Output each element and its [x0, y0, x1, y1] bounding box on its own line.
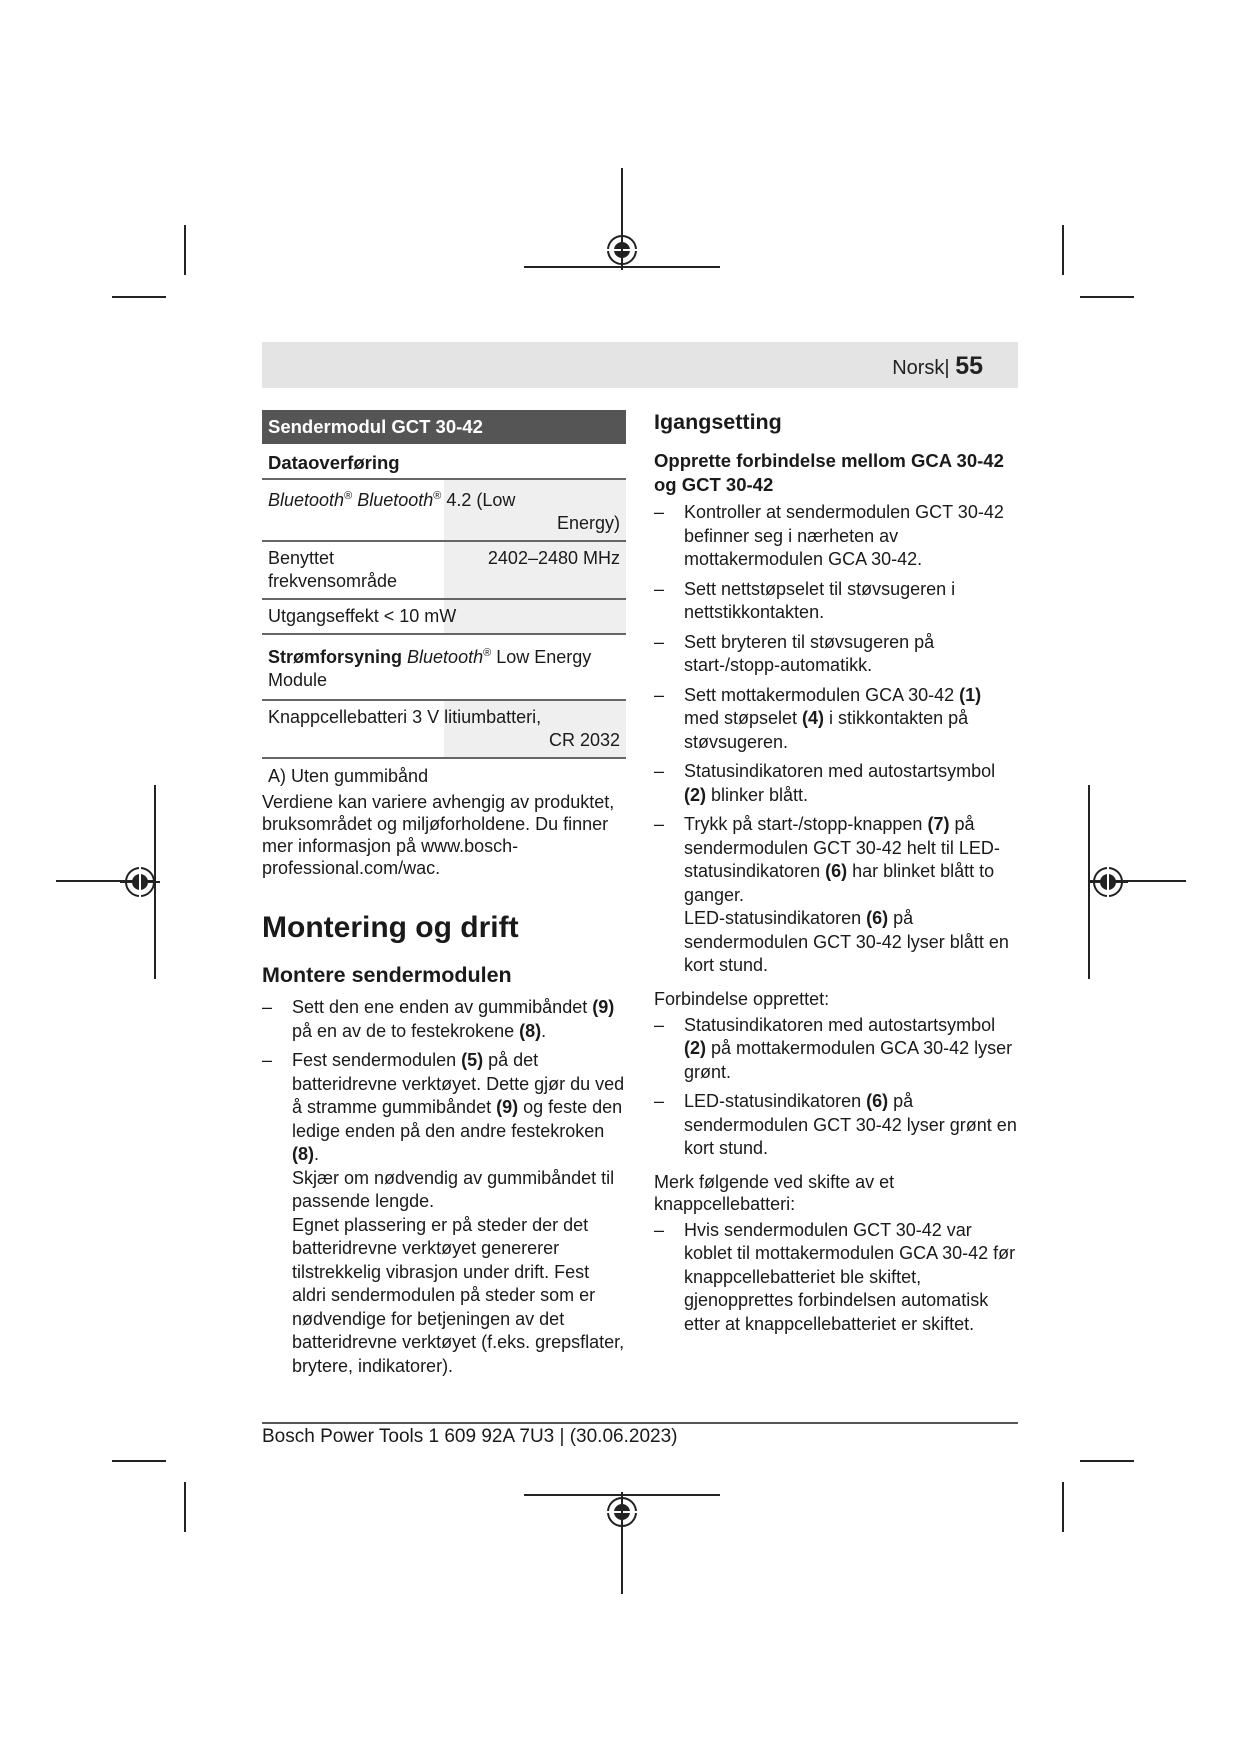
section-heading: Montering og drift — [262, 911, 519, 944]
list-item: – Sett nettstøpselet til støvsugeren i nettstikkontakten. — [654, 578, 1018, 625]
list-item: – Sett den ene enden av gummibåndet (9) på en av de to festekrokene (8). — [262, 996, 626, 1043]
crop-mark — [184, 225, 186, 275]
subsection-heading: Montere sendermodulen — [262, 963, 512, 987]
table-title: Sendermodul GCT 30-42 — [262, 410, 626, 444]
list-item: – LED-statusindikatoren (6) på sendermodulen GCT 30-42 lyser grønt en kort stund. — [654, 1090, 1018, 1161]
intro-paragraph: Verdiene kan variere avhengig av produktet, bruksområdet og miljøforholdene. Du finner mer informasjon på www.bosch-professional.com/wac. — [262, 792, 615, 878]
note-paragraph: Merk følgende ved skifte av et knappcellebatteri: — [654, 1171, 895, 1214]
registration-mark-icon — [1088, 862, 1128, 902]
list-item: – Statusindikatoren med autostartsymbol (2) på mottakermodulen GCA 30-42 lyser grønt. — [654, 1014, 1018, 1085]
list-item: – Hvis sendermodulen GCT 30-42 var koblet til mottakermodulen GCA 30-42 før knappcellebatteriet ble skiftet, gjenopprettes forbindelsen automatisk etter at knappcellebatteriet er skiftet. — [654, 1219, 1018, 1337]
list-item: – Sett mottakermodulen GCA 30-42 (1) med støpselet (4) i stikkontakten på støvsugeren. — [654, 684, 1018, 755]
list-item: – Statusindikatoren med autostartsymbol (2) blinker blått. — [654, 760, 1018, 807]
header-separator: | — [944, 357, 950, 379]
page-header — [892, 352, 983, 381]
note-list — [654, 1219, 1018, 1337]
section-heading: Igangsetting — [654, 410, 782, 434]
table-row: Bluetooth® Bluetooth® 4.2 (Low Energy) — [262, 480, 626, 542]
list-item: – Kontroller at sendermodulen GCT 30-42 befinner seg i nærheten av mottakermodulen GCA 30-42. — [654, 501, 1018, 572]
table-row: Knappcellebatteri 3 V litiumbatteri, CR 2032 — [262, 701, 626, 759]
table-row — [262, 542, 626, 600]
status-paragraph: Forbindelse opprettet: — [654, 988, 830, 1009]
list-item: – Trykk på start-/stopp-knappen (7) på sendermodulen GCT 30-42 helt til LED-statusindikatoren (6) har blinket blått to ganger. LED-statusindikatoren (6) på sendermodulen GCT 30-42 lyser blått en kort stund. — [654, 813, 1018, 978]
instruction-list — [654, 501, 1018, 978]
status-list — [654, 1014, 1018, 1161]
subsection-heading: Opprette forbindelse mellom GCA 30-42 og GCT 30-42 — [654, 450, 1004, 495]
right-column — [654, 410, 1018, 1342]
list-item: – Sett bryteren til støvsugeren på start-/stopp-automatikk. — [654, 631, 1018, 678]
crop-mark — [112, 1460, 166, 1462]
crop-mark — [1080, 296, 1134, 298]
crop-mark — [184, 1482, 186, 1532]
registration-mark-icon — [602, 230, 642, 270]
table-row — [262, 600, 626, 635]
crop-mark — [1062, 225, 1064, 275]
list-item: – Fest sendermodulen (5) på det batteridrevne verktøyet. Dette gjør du ved å stramme gummibåndet (9) og feste den ledige enden på den andre festekroken (8). Skjær om nødvendig av gummibåndet til passende lengde. Egnet plassering er på steder der det batteridrevne verktøyet genererer tilstrekkelig vibrasjon under drift. Fest aldri sendermodulen på steder som er nødvendige for betjeningen av det batteridrevne verktøyet (f.eks. grepsflater, brytere, indikatorer). — [262, 1049, 626, 1378]
table-footnote: A) Uten gummibånd — [268, 766, 429, 786]
language-label: Norsk — [892, 357, 945, 379]
page-number: 55 — [955, 352, 983, 380]
footer-text: Bosch Power Tools 1 609 92A 7U3 | (30.06.2023) — [262, 1426, 678, 1447]
footer-divider — [262, 1422, 1018, 1424]
registration-mark-icon — [602, 1492, 642, 1532]
left-column — [262, 410, 626, 1384]
table-cell-label: Benyttet frekvensområde — [268, 548, 398, 591]
table-cell-label: Utgangseffekt < 10 mW — [268, 606, 457, 626]
table-section-heading: Dataoverføring — [262, 444, 626, 480]
crop-mark — [112, 296, 166, 298]
crop-mark — [1062, 1482, 1064, 1532]
table-cell-value: 2402–2480 MHz — [487, 548, 620, 568]
table-section-row: Strømforsyning Bluetooth® Low Energy Module — [262, 635, 626, 701]
crop-mark — [1080, 1460, 1134, 1462]
registration-mark-icon — [120, 862, 160, 902]
instruction-list — [262, 996, 626, 1378]
